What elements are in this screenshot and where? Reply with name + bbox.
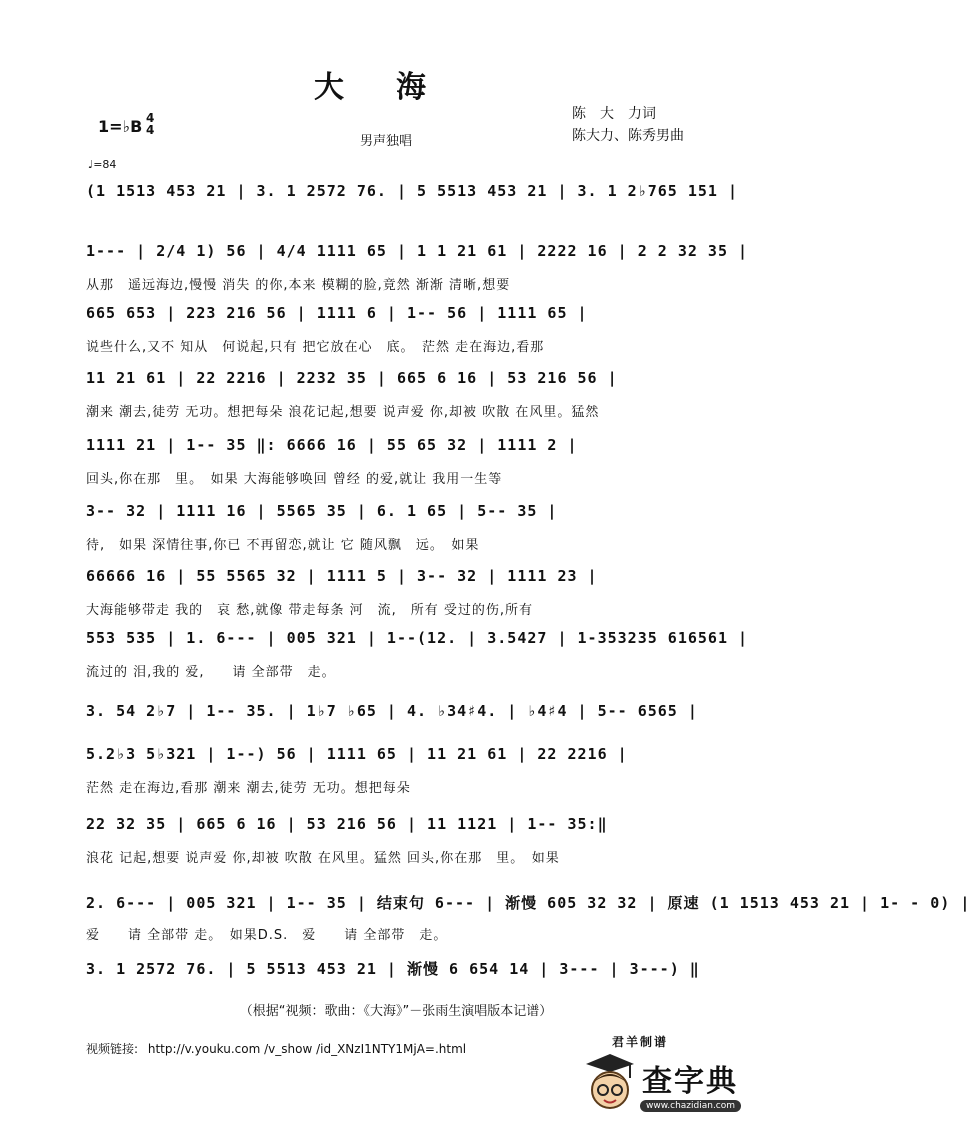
lyrics-line: 回头,你在那 里。 如果 大海能够唤回 曾经 的爱,就让 我用一生等 (86, 472, 503, 487)
notation-line: 3-- 32 | 1111 16 | 5565 35 | 6. 1 65 | 5-- 35 | (86, 502, 558, 520)
notation-line: 22 32 35 | 665 6 16 | 53 216 56 | 11 1121 | 1-- 35:‖ (86, 815, 608, 833)
notation-line: (1 1513 453 21 | 3. 1 2572 76. | 5 5513 453 21 | 3. 1 2♭765 151 | (86, 182, 738, 200)
transcriber-stamp: 君羊制谱 (612, 1035, 669, 1049)
notation-line: 5.2♭3 5♭321 | 1--) 56 | 1111 65 | 11 21 61 | 22 2216 | (86, 745, 628, 763)
video-link-label: 视频链接: (86, 1042, 139, 1056)
notation-line: 11 21 61 | 22 2216 | 2232 35 | 665 6 16 | 53 216 56 | (86, 369, 618, 387)
score-system (86, 424, 710, 488)
score-system (86, 357, 710, 421)
time-top: 4 (146, 111, 155, 125)
time-bottom: 4 (146, 123, 155, 137)
lyrics-line: 茫然 走在海边,看那 潮来 潮去,徒劳 无功。想把每朵 (86, 781, 411, 796)
score-system (86, 803, 710, 867)
notation-line: 66666 16 | 55 5565 32 | 1111 5 | 3-- 32 | 1111 23 | (86, 567, 598, 585)
lyrics-line: 潮来 潮去,徒劳 无功。想把每朵 浪花记起,想要 说声爱 你,却被 吹散 在风里。猛然 (86, 405, 600, 420)
lyrics-line: 待, 如果 深情往事,你已 不再留恋,就让 它 随风飘 远。 如果 (86, 538, 480, 553)
score-system (86, 292, 710, 356)
score-system (86, 733, 710, 797)
score-system (86, 617, 749, 681)
notation-line: 2. 6--- | 005 321 | 1-- 35 | 结束句 6--- | 渐慢 605 32 32 | 原速 (1 1513 453 21 | 1- - 0) | (86, 894, 970, 912)
logo-url: www.chazidian.com (640, 1100, 741, 1112)
composer: 陈大力、陈秀男曲 (572, 128, 684, 144)
video-link (86, 1040, 466, 1057)
lyrics-line: 浪花 记起,想要 说声爱 你,却被 吹散 在风里。猛然 回头,你在那 里。 如果 (86, 851, 560, 866)
notation-line: 3. 1 2572 76. | 5 5513 453 21 | 渐慢 6 654 14 | 3--- | 3---) ‖ (86, 960, 700, 978)
score-system (86, 555, 710, 619)
notation-line: 665 653 | 223 216 56 | 1111 6 | 1-- 56 | 1111 65 | (86, 304, 588, 322)
song-credits (572, 103, 684, 147)
lyrics-line: 说些什么,又不 知从 何说起,只有 把它放在心 底。 茫然 走在海边,看那 (86, 340, 545, 355)
song-title: 大海 (314, 70, 478, 105)
score-system (86, 170, 738, 234)
voice-type: 男声独唱 (360, 134, 413, 149)
mascot-icon (580, 1050, 640, 1116)
notation-line: 3. 54 2♭7 | 1-- 35. | 1♭7 ♭65 | 4. ♭34♯4. | ♭4♯4 | 5-- 6565 | (86, 702, 698, 720)
lyrics-line: 从那 遥远海边,慢慢 消失 的你,本来 模糊的脸,竟然 渐渐 清晰,想要 (86, 278, 511, 293)
tempo-mark: ♩=84 (88, 158, 117, 171)
site-logo (580, 1050, 780, 1116)
notation-line: 1--- | 2/4 1) 56 | 4/4 1111 65 | 1 1 21 61 | 2222 16 | 2 2 32 35 | (86, 242, 749, 260)
lyrics-line: 流过的 泪,我的 爱, 请 全部带 走。 (86, 665, 336, 680)
lyrics-line: 大海能够带走 我的 哀 愁,就像 带走每条 河 流, 所有 受过的伤,所有 (86, 603, 534, 618)
score-system (86, 490, 710, 554)
notation-line: 1111 21 | 1-- 35 ‖: 6666 16 | 55 65 32 | 1111 2 | (86, 436, 578, 454)
score-system (86, 880, 970, 944)
time-signature (146, 112, 154, 136)
notation-line: 553 535 | 1. 6--- | 005 321 | 1--(12. | 3.5427 | 1-353235 616561 | (86, 629, 749, 647)
lyricist: 陈 大 力词 (572, 106, 656, 122)
logo-text: 查字典 (642, 1064, 738, 1099)
video-link-url[interactable]: http://v.youku.com /v_show /id_XNzI1NTY1MjA=.html (147, 1042, 467, 1056)
source-note: （根据“视频：歌曲：《大海》”－张雨生演唱版本记谱） (239, 1004, 553, 1019)
key-signature: 1=♭B (98, 117, 143, 136)
lyrics-line: 爱 请 全部带 走。 如果D.S. 爱 请 全部带 走。 (86, 928, 448, 943)
score-system (86, 230, 749, 294)
